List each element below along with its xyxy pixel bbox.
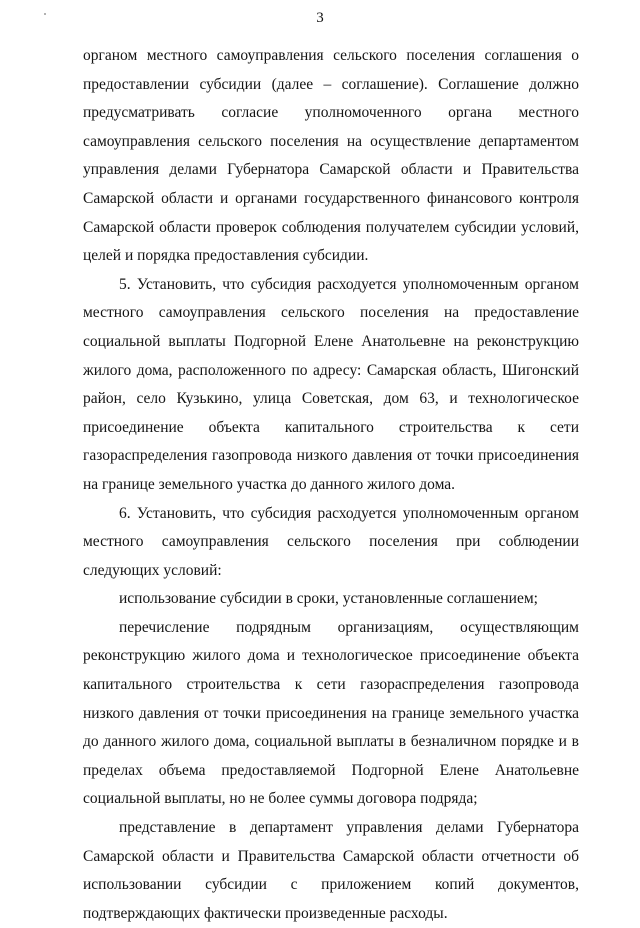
paragraph-condition-transfer: перечисление подрядным организациям, осуществляющим реконструкцию жилого дома и технологическое присоединение объекта капитального строительства к сети газораспределения газопровода низкого давления от точки присоединения на границе земельного участка до данного жилого дома, социальной выплаты в безналичном порядке и в пределах объема предоставляемой Подгорной Елене Анатольевне социальной выплаты, но не более суммы договора подряда;: [83, 618, 579, 808]
paragraph-agreement-continuation: органом местного самоуправления сельского поселения соглашения о предоставлении субсидии (далее – соглашение). Соглашение должно предусматривать согласие уполномоченного органа местного самоуправления сельского поселения на осуществление департаментом управления делами Губернатора Самарской области и Правительства Самарской области и органами государственного финансового контроля Самарской области проверок соблюдения получателем субсидии условий, целей и порядка предоставления субсидии.: [83, 47, 579, 265]
paragraph-condition-deadlines: использование субсидии в сроки, установленные соглашением;: [119, 590, 538, 608]
paragraph-item-6: 6. Установить, что субсидия расходуется уполномоченным органом местного самоуправления сельского поселения при соблюдении следующих условий:: [83, 504, 579, 579]
paragraph-item-5: 5. Установить, что субсидия расходуется уполномоченным органом местного самоуправления сельского поселения на предоставление социальной выплаты Подгорной Елене Анатольевне на реконструкцию жилого дома, расположенного по адресу: Самарская область, Шигонский район, село Кузькино, улица Советская, дом 63, и технологическое присоединение объекта капитального строительства к сети газораспределения газопровода низкого давления от точки присоединения на границе земельного участка до данного жилого дома.: [83, 275, 579, 493]
paragraph-condition-reporting: представление в департамент управления делами Губернатора Самарской области и Правительства Самарской области отчетности об использовании субсидии с приложением копий документов, подтверждающих фактически произведенные расходы.: [83, 819, 579, 922]
document-body: [83, 42, 579, 928]
page-number: 3: [316, 10, 324, 26]
